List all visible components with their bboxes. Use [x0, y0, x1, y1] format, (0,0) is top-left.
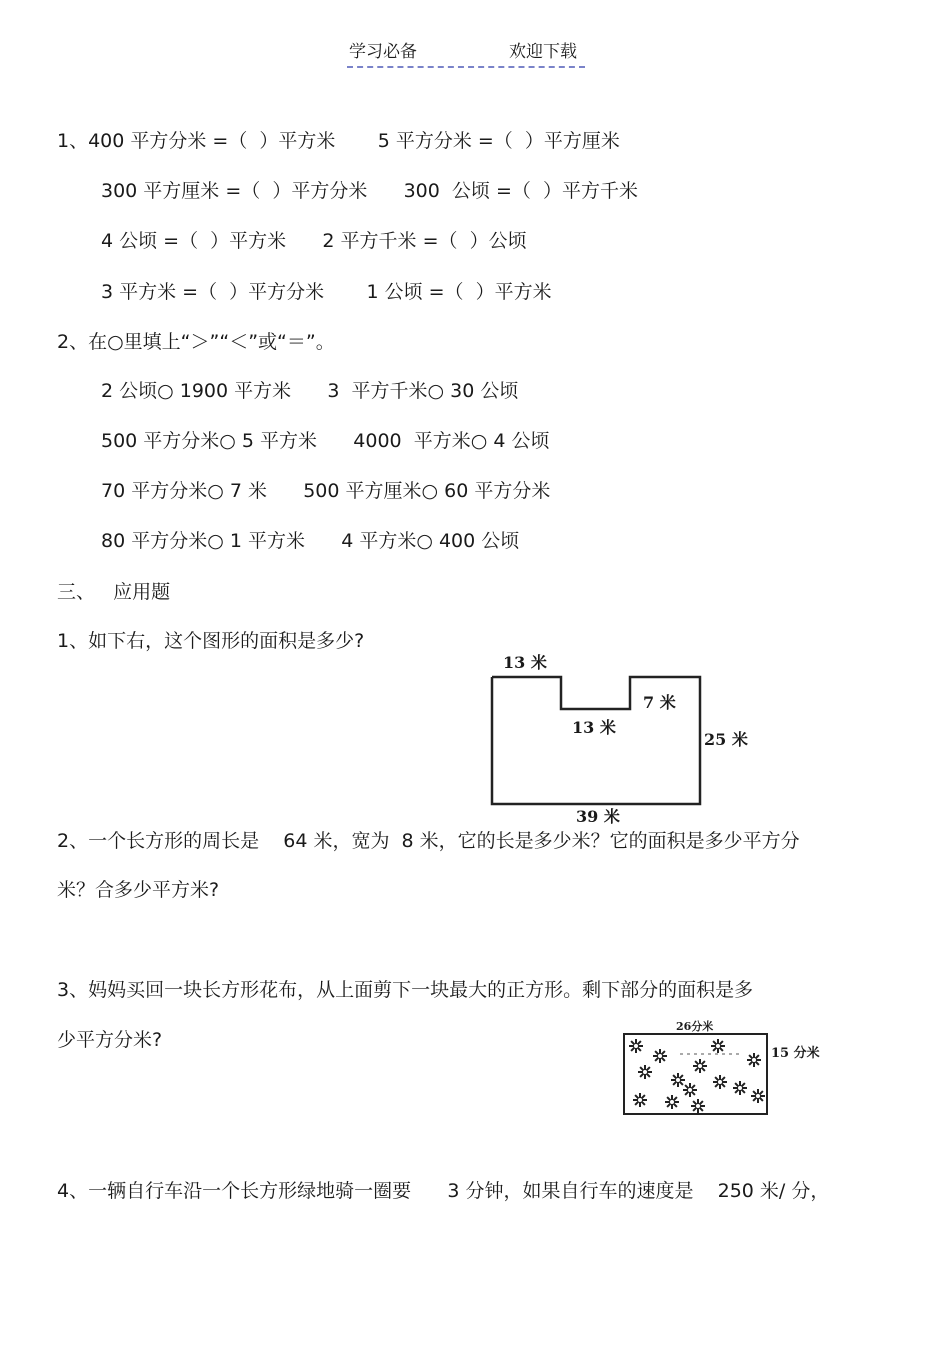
- figure-1-label-bottom: 39 米: [576, 807, 620, 826]
- header-right-text: 欢迎下载: [509, 42, 577, 62]
- q1-line-1: 1、400 平方分米 =（ ）平方米 5 平方分米 =（ ）平方厘米: [57, 130, 620, 152]
- q2-line-2: 500 平方分米○ 5 平方米 4000 平方米○ 4 公顷: [101, 430, 550, 452]
- flower-mark: [633, 1093, 647, 1107]
- flower-mark: [747, 1053, 761, 1067]
- flower-mark: [629, 1039, 643, 1053]
- q2-line-3: 70 平方分米○ 7 米 500 平方厘米○ 60 平方分米: [101, 480, 551, 502]
- flower-mark: [638, 1065, 652, 1079]
- q1-line-4: 3 平方米 =（ ）平方分米 1 公顷 =（ ）平方米: [101, 281, 552, 303]
- figure-2-label-top: 26分米: [676, 1020, 714, 1033]
- q1-line-2: 300 平方厘米 =（ ）平方分米 300 公顷 =（ ）平方千米: [101, 180, 638, 202]
- figure-1-label-notch-side: 7 米: [643, 693, 676, 712]
- figure-1-label-top: 13 米: [503, 653, 547, 672]
- app-question-1: 1、如下右，这个图形的面积是多少?: [57, 630, 365, 652]
- app-question-4: 4、一辆自行车沿一个长方形绿地骑一圈要 3 分钟，如果自行车的速度是 250 米/ 分，: [57, 1180, 830, 1202]
- flower-mark: [671, 1073, 685, 1087]
- q2-line-1: 2 公顷○ 1900 平方米 3 平方千米○ 30 公顷: [101, 380, 519, 402]
- app-question-3-line-2: 少平方分米?: [57, 1029, 163, 1051]
- flower-mark: [713, 1075, 727, 1089]
- app-question-2-line-2: 米？合多少平方米?: [57, 879, 220, 901]
- flower-mark: [653, 1049, 667, 1063]
- figure-1-label-notch-bottom: 13 米: [572, 718, 616, 737]
- figure-1-label-right: 25 米: [704, 730, 748, 749]
- app-question-3-line-1: 3、妈妈买回一块长方形花布，从上面剪下一块最大的正方形。剩下部分的面积是多: [57, 979, 754, 1001]
- flower-mark: [733, 1081, 747, 1095]
- figure-2-label-right: 15 分米: [771, 1046, 820, 1061]
- q2-line-4: 80 平方分米○ 1 平方米 4 平方米○ 400 公顷: [101, 530, 520, 552]
- flower-mark: [693, 1059, 707, 1073]
- flower-mark: [665, 1095, 679, 1109]
- header-left-text: 学习必备: [349, 42, 417, 62]
- flower-mark: [711, 1039, 725, 1053]
- q2-title: 2、在○里填上“＞”“＜”或“＝”。: [57, 331, 335, 353]
- q1-line-3: 4 公顷 =（ ）平方米 2 平方千米 =（ ）公顷: [101, 230, 527, 252]
- flower-mark: [683, 1083, 697, 1097]
- app-question-2-line-1: 2、一个长方形的周长是 64 米，宽为 8 米，它的长是多少米？它的面积是多少平方分: [57, 830, 800, 852]
- section-heading: 三、 应用题: [57, 581, 171, 603]
- flower-mark: [751, 1089, 765, 1103]
- flower-mark: [691, 1099, 705, 1113]
